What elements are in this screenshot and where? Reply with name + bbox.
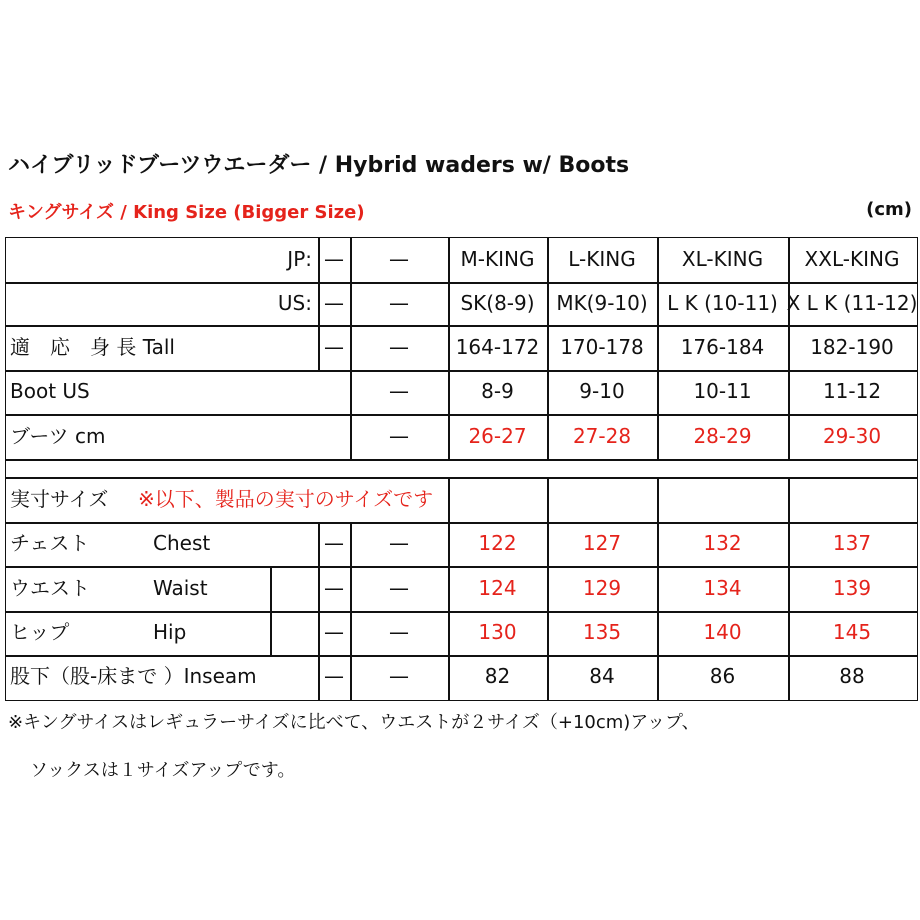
dash-mark: —: [389, 531, 409, 555]
dash-mark: —: [324, 531, 344, 555]
tall-value: 182-190: [810, 334, 894, 359]
boot-us-value: 8-9: [481, 379, 514, 403]
dash-mark: —: [389, 620, 409, 644]
chest-label-en: Chest: [153, 531, 211, 555]
boot-us-value: 10-11: [693, 379, 752, 403]
dash-mark: —: [389, 246, 409, 271]
us-size: MK(9-10): [556, 290, 648, 315]
dash-mark: —: [324, 290, 344, 315]
dash-mark: —: [389, 379, 409, 403]
actual-size-empty-cell: [547, 477, 659, 524]
footnote-line-1: ※キングサイスはレギュラーサイズに比べて、ウエストが２サイズ（+10cm)アップ、: [8, 712, 700, 733]
jp-label: JP:: [287, 246, 312, 271]
chest-value: 122: [478, 531, 517, 555]
tall-value: 164-172: [455, 334, 540, 359]
us-label: US:: [277, 290, 312, 315]
dash-mark: —: [389, 290, 409, 315]
inseam-label: 股下（股-床まで ）Inseam: [10, 664, 257, 688]
us-size: L K (10-11): [667, 290, 778, 315]
page-title: ハイブリッドブーツウエーダー / Hybrid waders w/ Boots: [8, 153, 630, 178]
hip-label-jp: ヒップ: [10, 620, 70, 644]
actual-size-empty-cell: [657, 477, 790, 524]
actual-size-empty-cell: [788, 477, 918, 524]
hip-blank-cell: [270, 611, 320, 657]
hip-value: 130: [478, 620, 517, 644]
inseam-value: 84: [589, 664, 615, 688]
hip-value: 140: [703, 620, 742, 644]
boot-us-label: Boot US: [10, 379, 90, 403]
footnote-line-2: ソックスは１サイズアップです。: [30, 760, 296, 781]
jp-size: M-KING: [460, 246, 535, 271]
us-label-cell: [5, 282, 320, 327]
hip-label-en: Hip: [153, 620, 187, 644]
chest-value: 137: [832, 531, 872, 555]
spacer-row: [5, 459, 918, 479]
tall-value: 170-178: [560, 334, 644, 359]
actual-size-label: 実寸サイズ: [10, 486, 109, 511]
actual-size-empty-cell: [448, 477, 549, 524]
dash-mark: —: [389, 423, 409, 448]
dash-mark: —: [324, 620, 344, 644]
dash-mark: —: [389, 334, 409, 359]
dash-mark: —: [389, 575, 409, 600]
us-size: SK(8-9): [460, 290, 535, 315]
jp-size: XXL-KING: [804, 246, 900, 271]
hip-value: 145: [832, 620, 872, 644]
boot-cm-value: 27-28: [572, 423, 632, 448]
boot-cm-value: 29-30: [822, 423, 882, 448]
chest-label-jp: チェスト: [10, 531, 90, 555]
boot-cm-value: 26-27: [468, 423, 527, 448]
inseam-value: 82: [484, 664, 511, 688]
tall-label: 適 応 身 長 Tall: [10, 334, 175, 359]
hip-value: 135: [582, 620, 622, 644]
unit-label: (cm): [866, 199, 912, 220]
waist-value: 134: [703, 575, 742, 600]
us-size: X L K (11-12): [786, 290, 918, 315]
chest-value: 132: [703, 531, 742, 555]
dash-mark: —: [389, 664, 409, 688]
boot-cm-value: 28-29: [693, 423, 752, 448]
jp-size: L-KING: [568, 246, 636, 271]
inseam-value: 88: [839, 664, 865, 688]
page-subtitle: キングサイズ / King Size (Bigger Size): [8, 202, 365, 223]
actual-size-note: ※以下、製品の実寸のサイズです: [138, 486, 434, 511]
waist-value: 124: [478, 575, 517, 600]
boot-us-value: 11-12: [822, 379, 882, 403]
jp-size: XL-KING: [681, 246, 764, 271]
dash-mark: —: [324, 575, 344, 600]
waist-value: 139: [832, 575, 872, 600]
boot-cm-label: ブーツ cm: [10, 423, 106, 448]
waist-blank-cell: [270, 566, 320, 613]
dash-mark: —: [324, 246, 344, 271]
waist-value: 129: [582, 575, 622, 600]
dash-mark: —: [324, 334, 344, 359]
waist-label-jp: ウエスト: [10, 575, 90, 600]
dash-mark: —: [324, 664, 344, 688]
jp-label-cell: [5, 237, 320, 284]
boot-us-value: 9-10: [579, 379, 625, 403]
tall-value: 176-184: [680, 334, 765, 359]
chest-value: 127: [582, 531, 622, 555]
waist-label-en: Waist: [153, 575, 208, 600]
inseam-value: 86: [709, 664, 736, 688]
